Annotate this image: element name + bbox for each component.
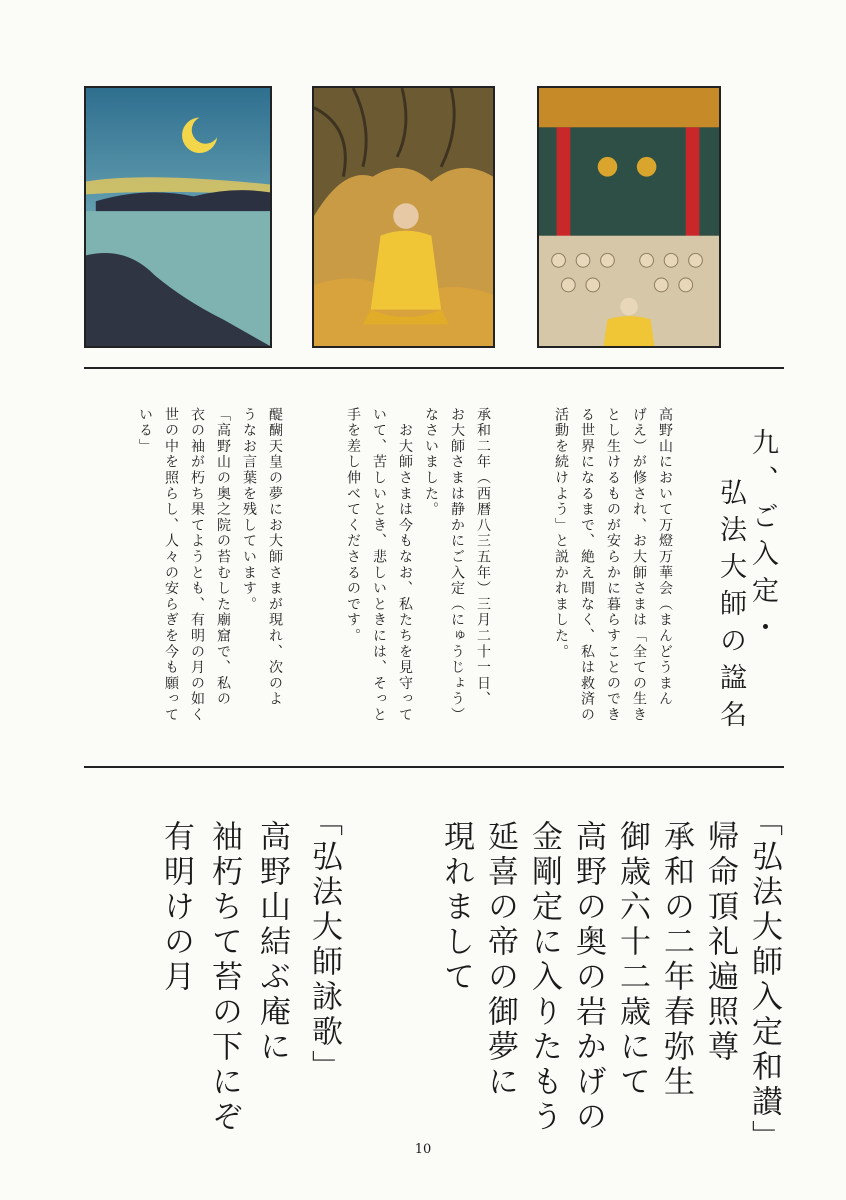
section-heading-line2: 弘法大師の諡名: [715, 478, 746, 737]
body-column: 承和二年（西暦八三五年）三月二十一日、: [475, 407, 491, 708]
body-column: なさいました。: [423, 407, 439, 518]
body-column: とし生けるものが安らかに暮らすことのでき: [605, 407, 621, 723]
wasan-line: 御歳六十二歳にて: [614, 820, 650, 1100]
eika-title: 「弘法大師詠歌」: [306, 805, 342, 1085]
section-heading-line1: 九、ご入定・: [747, 428, 778, 650]
body-column: いて、苦しいとき、悲しいときには、そっと: [371, 407, 387, 723]
body-column: お大師さまは今もなお、私たちを見守って: [397, 407, 413, 723]
eika-line: 袖朽ちて苔の下にぞ: [206, 820, 242, 1135]
body-column: うなお言葉を残しています。: [241, 407, 257, 613]
middle-divider: [84, 766, 784, 768]
body-column: お大師さまは静かにご入定（にゅうじょう）: [449, 407, 465, 723]
body-column: 高野山において万燈万華会（まんどうまん: [657, 407, 673, 708]
body-column: いる」: [137, 407, 153, 455]
eika-line: 高野山結ぶ庵に: [254, 820, 290, 1065]
body-column: 世の中を照らし、人々の安らぎを今も願って: [163, 407, 179, 723]
wasan-line: 延喜の帝の御夢に: [482, 820, 518, 1100]
body-column: 活動を続けよう」と説かれました。: [553, 407, 569, 660]
body-column: る世界になるまで、絶え間なく、私は救済の: [579, 407, 595, 723]
wasan-line: 承和の二年春弥生: [658, 820, 694, 1100]
eika-line: 有明けの月: [158, 820, 194, 995]
body-column: 「高野山の奥之院の苔むした廟窟で、私の: [215, 407, 231, 708]
temple-ceremony-illustration: [537, 86, 721, 348]
wasan-line: 帰命頂礼遍照尊: [702, 820, 738, 1065]
wasan-line: 現れまして: [438, 820, 474, 995]
body-column: 衣の袖が朽ち果てようとも、有明の月の如く: [189, 407, 205, 723]
top-divider: [84, 367, 784, 369]
body-column: 手を差し伸べてくださるのです。: [345, 407, 361, 644]
wasan-title: 「弘法大師入定和讃」: [746, 805, 782, 1155]
wasan-line: 金剛定に入りたもう: [526, 820, 562, 1135]
wasan-line: 高野の奥の岩かげの: [570, 820, 606, 1135]
moonlit-sea-illustration: [84, 86, 272, 348]
cave-meditation-illustration: [312, 86, 495, 348]
page-number: 10: [414, 1142, 432, 1157]
body-column: 醍醐天皇の夢にお大師さまが現れ、次のよ: [267, 407, 283, 708]
body-column: げえ）が修され、お大師さまは「全ての生き: [631, 407, 647, 723]
